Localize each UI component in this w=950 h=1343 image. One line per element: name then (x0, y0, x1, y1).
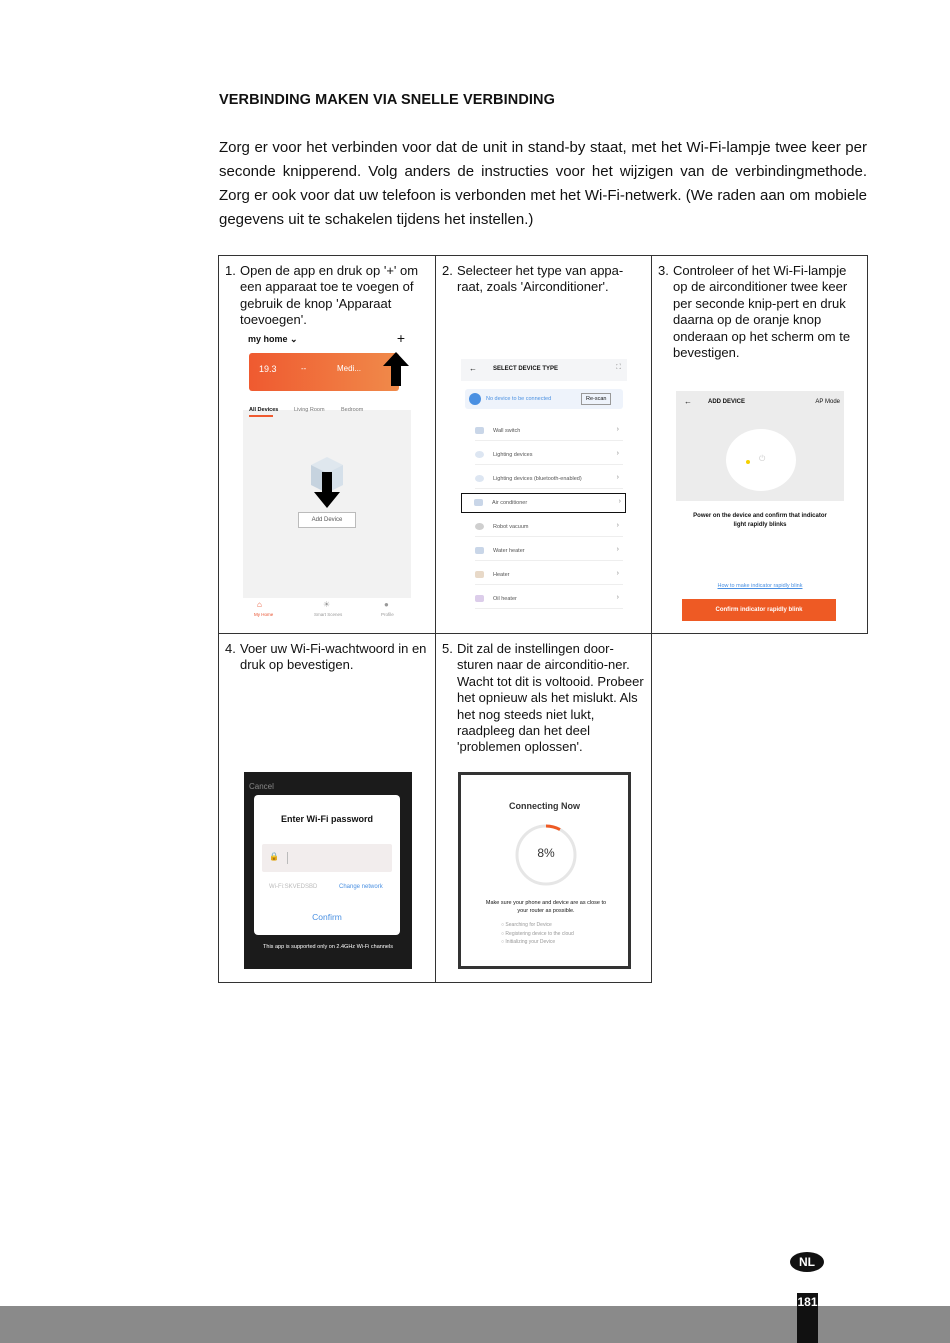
device-type-row[interactable]: Lighting devices › (475, 446, 623, 465)
step-4 (225, 641, 429, 674)
arrow-down-icon (314, 472, 340, 508)
add-device-header: ADD DEVICE (708, 399, 746, 405)
room-tabs (243, 400, 411, 418)
page-number: 181 (797, 1293, 818, 1343)
dialog-title: Enter Wi-Fi password (281, 814, 373, 824)
back-icon[interactable]: ← (469, 364, 477, 373)
step-text: Open de app en druk op '+' om een apparaat toe te voegen of gebruik de knop 'Apparaat toevoegen'. (240, 263, 419, 328)
bluetooth-icon (469, 393, 481, 405)
home-icon: ⌂ (257, 600, 262, 609)
step-number: 1. (225, 263, 236, 278)
step-3 (658, 263, 861, 361)
device-type-row[interactable]: Robot vacuum › (475, 518, 623, 537)
tab-bedroom[interactable]: Bedroom (341, 407, 364, 413)
password-input[interactable] (262, 844, 392, 872)
step-cell-2 (435, 255, 652, 634)
back-icon[interactable]: ← (684, 397, 692, 406)
screenshot-connecting (458, 772, 631, 969)
confirm-blink-button[interactable]: Confirm indicator rapidly blink (682, 599, 836, 621)
intro-paragraph: Zorg er voor het verbinden voor dat de unit in stand-by staat, met het Wi-Fi-lampje twee keer per seconde knipperend. Volg anders de instructies voor het wijzigen van de verbindingmethode. Zorg er ook voor dat uw telefoon is verbonden met het Wi-Fi-netwerk. (We raden aan om mobiele gegevens uit te schakelen tijdens het instellen.) (219, 139, 867, 228)
select-type-header: SELECT DEVICE TYPE (493, 366, 559, 372)
screenshot-select-device-type (461, 359, 627, 609)
device-type-row[interactable]: Heater › (475, 566, 623, 585)
sun-icon: ☀ (323, 600, 331, 609)
network-name: Wi-Fi:SKVEDSBD (269, 884, 318, 890)
proximity-message: Make sure your phone and device are as close to your router as possible. (485, 900, 607, 914)
home-title: my home ⌄ (248, 334, 298, 344)
language-badge: NL (790, 1252, 824, 1272)
wifi-channel-note: This app is supported only on 2.4GHz Wi-Fi channels (263, 944, 393, 950)
step-text: Selecteer het type van appa-raat, zoals 'Airconditioner'. (457, 263, 624, 295)
add-device-button[interactable]: Add Device (298, 512, 356, 528)
step-number: 2. (442, 263, 453, 278)
steps-table (218, 255, 868, 983)
bottom-nav: ⌂ My Home ☀ Smart Scenes ● Profile (243, 598, 411, 620)
step-cell-1 (218, 255, 436, 634)
step-text: Dit zal de instellingen door-sturen naar de airconditio-ner. Wacht tot dit is voltooid. Probeer het opnieuw als het mislukt. Als het nog steeds niet lukt, raadpleeg dan het deel 'problemen oplossen'. (457, 641, 644, 755)
weather-card: 19.3 -- Medi... (249, 353, 399, 391)
progress-label: 8% (537, 846, 555, 860)
connecting-title: Connecting Now (509, 801, 580, 811)
change-network-link[interactable]: Change network (339, 884, 383, 890)
ap-mode-link[interactable]: AP Mode (815, 399, 840, 405)
step-number: 5. (442, 641, 453, 656)
add-plus-button[interactable]: + (396, 330, 405, 346)
rescan-button[interactable]: Re-scan (581, 393, 611, 405)
step-2 (442, 263, 645, 296)
no-device-text: No device to be connected (486, 396, 552, 402)
device-type-row[interactable]: Lighting devices (bluetooth-enabled) › (475, 470, 623, 489)
cancel-link[interactable]: Cancel (249, 782, 274, 791)
step-cell-5 (435, 633, 652, 983)
arrow-up-icon (383, 352, 409, 386)
help-link[interactable]: How to make indicator rapidly blink (717, 583, 803, 589)
device-type-row[interactable]: Wall switch › (475, 422, 623, 441)
screenshot-add-device (243, 330, 411, 620)
device-type-row-air-conditioner[interactable]: Air conditioner › (461, 493, 626, 513)
device-type-row[interactable]: Oil heater › (475, 590, 623, 609)
tab-all-devices[interactable]: All Devices (249, 407, 279, 413)
step-1 (225, 263, 429, 329)
stage-item: ○ Initializing your Device (501, 939, 556, 945)
step-number: 3. (658, 263, 669, 278)
step-text: Voer uw Wi-Fi-wachtwoord in en druk op bevestigen. (240, 641, 427, 673)
blink-instruction: Power on the device and confirm that indicator light rapidly blinks (693, 513, 827, 528)
screenshot-wifi-password (244, 772, 412, 969)
step-text: Controleer of het Wi-Fi-lampje op de airconditioner twee keer per seconde knip-pert en druk daarna op de oranje knop onderaan op het scherm om te bevestigen. (673, 263, 851, 361)
step-cell-3 (651, 255, 868, 634)
step-number: 4. (225, 641, 236, 656)
lock-icon: 🔒 (269, 852, 279, 861)
stage-item: ○ Registering device to the cloud (501, 930, 574, 937)
device-type-row[interactable]: Water heater › (475, 542, 623, 561)
stage-item: ○ Searching for Device (501, 922, 552, 928)
step-cell-4 (218, 633, 436, 983)
section-title: VERBINDING MAKEN VIA SNELLE VERBINDING (219, 92, 555, 108)
power-icon: ⏻ (759, 454, 766, 463)
step-5 (442, 641, 645, 756)
profile-icon: ● (384, 600, 389, 609)
indicator-light-icon (746, 460, 750, 464)
screenshot-add-device-ap (676, 391, 844, 626)
scan-icon[interactable]: ⛶ (616, 364, 621, 371)
tab-living-room[interactable]: Living Room (294, 407, 325, 413)
stage-list (501, 921, 574, 947)
confirm-button[interactable]: Confirm (312, 912, 342, 922)
